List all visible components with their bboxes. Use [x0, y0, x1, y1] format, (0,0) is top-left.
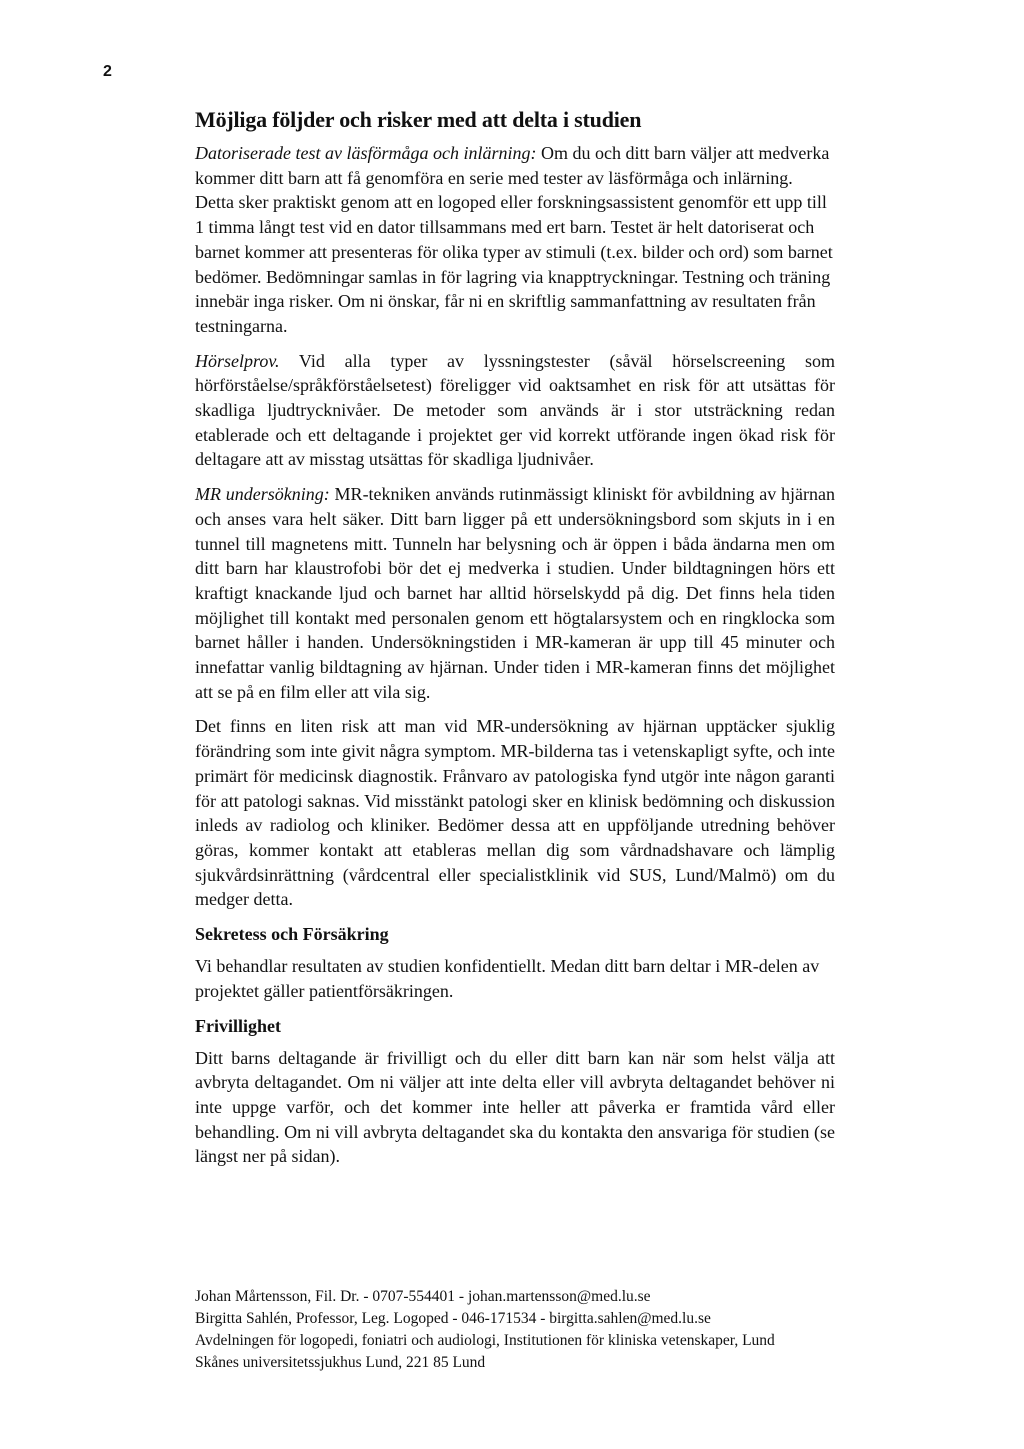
- lead-hearing: Hörselprov.: [195, 350, 280, 371]
- document-body: [195, 105, 835, 1179]
- paragraph-confidentiality: Vi behandlar resultaten av studien konfidentiellt. Medan ditt barn deltar i MR-delen av projektet gäller patientförsäkringen.: [195, 956, 820, 1001]
- lead-mri: MR undersökning:: [195, 484, 330, 505]
- body-mri: MR-tekniken används rutinmässigt kliniskt för avbildning av hjärnan och anses vara helt säker. Ditt barn ligger på ett undersökningsbord som skjuts in i en tunnel till magnetens mitt. Tunneln har belysning och är öppen i båda ändarna men om ditt barn har klaustrofobi bör det ej medverka i studien. Under bildtagningen hörs ett kraftigt knackande ljud och barnet har alltid hörselskydd på dig. Det finns hela tiden möjlighet till kontakt med personalen genom ett högtalarsystem och en ringklocka som barnet håller i handen. Undersökningstiden i MR-kameran är upp till 45 minuter och innefattar vanlig bildtagning av hjärnan. Under tiden i MR-kameran finns det möjlighet att se på en film eller att vila sig.: [195, 484, 835, 702]
- section-title-risks: Möjliga följder och risker med att delta i studien: [195, 107, 642, 132]
- paragraph-computer-tests: [195, 141, 835, 339]
- contact-footer: [195, 1286, 855, 1374]
- paragraph-mri: [195, 482, 835, 704]
- footer-department: Avdelningen för logopedi, foniatri och audiologi, Institutionen för kliniska vetenskaper, Lund: [195, 1332, 775, 1349]
- section-title-voluntary: Frivillighet: [195, 1015, 281, 1036]
- section-title-confidentiality: Sekretess och Försäkring: [195, 924, 389, 945]
- body-computer-tests: Om du och ditt barn väljer att medverka kommer ditt barn att få genomföra en serie med tester av läsförmåga och inlärning. Detta sker praktiskt genom att en logoped eller forskningsassistent genomför ett upp till 1 timma långt test vid en dator tillsammans med ert barn. Testet är helt datoriserat och barnet kommer att presenteras för olika typer av stimuli (t.ex. bilder och ord) som barnet bedömer. Bedömningar samlas in för lagring via knapptryckningar. Testning och träning innebär inga risker. Om ni önskar, får ni en skriftlig sammanfattning av resultaten från testningarna.: [195, 143, 833, 336]
- paragraph-hearing: [195, 349, 835, 473]
- paragraph-mri-risk: Det finns en liten risk att man vid MR-undersökning av hjärnan upptäcker sjuklig förändring som inte givit några symptom. MR-bilderna tas i vetenskapligt syfte, och inte primärt för medicinsk diagnostik. Frånvaro av patologiska fynd utgör inte någon garanti för att patologi saknas. Vid misstänkt patologi sker en klinisk bedömning och diskussion inleds av radiolog och kliniker. Bedömer dessa att en uppföljande utredning behöver göras, kommer kontakt att etableras mellan dig som vårdnadshavare och lämplig sjukvårdsinrättning (vårdcentral eller specialistklinik vid SUS, Lund/Malmö) om du medger detta.: [195, 716, 835, 910]
- body-hearing: Vid alla typer av lyssningstester (såväl hörselscreening som hörförståelse/språkförståelsetest) föreligger vid oaktsamhet en risk för att utsättas för skadliga ljudtrycknivåer. De metoder som används är i stor utsträckning redan etablerade och ett deltagande i projektet ger vid korrekt utförande ingen ökad risk för deltagare att av misstag utsättas för skadliga ljudnivåer.: [195, 350, 835, 470]
- footer-address: Skånes universitetssjukhus Lund, 221 85 Lund: [195, 1354, 486, 1371]
- paragraph-voluntary: Ditt barns deltagande är frivilligt och du eller ditt barn kan när som helst välja att avbryta deltagandet. Om ni väljer att inte delta eller vill avbryta deltagandet behöver ni inte uppge varför, och det kommer inte heller att påverka er framtida vård eller behandling. Om ni vill avbryta deltagandet ska du kontakta den ansvariga för studien (se längst ner på sidan).: [195, 1047, 835, 1167]
- footer-contact-johan: Johan Mårtensson, Fil. Dr. - 0707-554401 - johan.martensson@med.lu.se: [195, 1288, 651, 1305]
- lead-computer-tests: Datoriserade test av läsförmåga och inlärning:: [195, 143, 537, 163]
- footer-contact-birgitta: Birgitta Sahlén, Professor, Leg. Logoped - 046-171534 - birgitta.sahlen@med.lu.se: [195, 1310, 711, 1327]
- page-number: 2: [103, 63, 112, 80]
